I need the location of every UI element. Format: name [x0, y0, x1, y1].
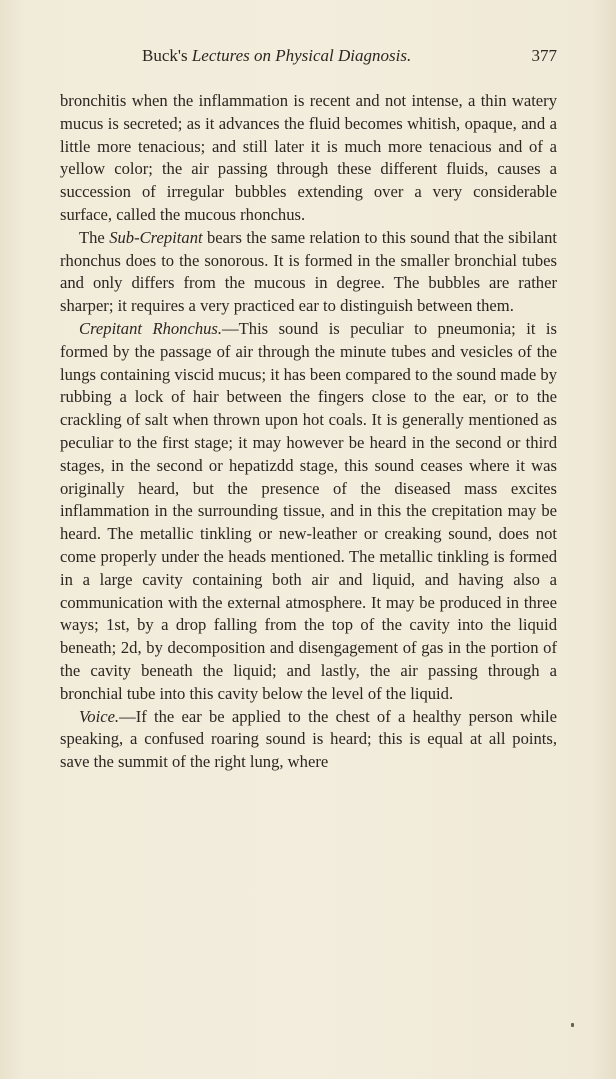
term-sub-crepitant: Sub-Crepitant [109, 227, 203, 247]
running-title [142, 46, 411, 66]
body-text [60, 90, 557, 774]
running-title-italic: Lectures on Physical Diagnosis. [191, 46, 412, 65]
paragraph-text: bears the same relation to this sound that the sibilant rhonchus does to the sonorous. It is formed in the smaller bronchial tubes and only differs from the mucous in degree. The bubbles are rather sharper; it requires a very practiced ear to distinguish between them. [60, 227, 557, 316]
term-voice: Voice. [79, 706, 120, 726]
paper-speck [571, 1023, 574, 1027]
paragraph-lead: The [79, 227, 110, 247]
paragraph-voice [60, 706, 557, 774]
running-header [60, 46, 557, 72]
term-crepitant-rhonchus: Crepitant Rhonchus. [79, 318, 223, 338]
paragraph-sub-crepitant [60, 227, 557, 318]
paragraph-text: —If the ear be applied to the chest of a healthy person while speaking, a confused roaring sound is heard; this is equal at all points, save the summit of the right lung, where [60, 706, 557, 772]
paragraph-crepitant-rhonchus [60, 318, 557, 706]
paragraph-text: —This sound is peculiar to pneumonia; it is formed by the passage of air through the minute tubes and vesicles of the lungs containing viscid mucus; it has been compared to the sound made by rubbing a lock of hair between the fingers close to the ear, or to the crackling of salt when thrown upon hot coals. It is generally mentioned as peculiar to the first stage; it may however be heard in the second or third stages, in the second or hepatizdd stage, this sound ceases where it was originally heard, but the presence of the diseased mass excites inflammation in the surrounding tissue, and in this the crepitation may be heard. The metallic tinkling or new-leather or creaking sound, does not come properly under the heads mentioned. The metallic tinkling is formed in a large cavity containing both air and liquid, and having also a communication with the external atmosphere. It may be produced in three ways; 1st, by a drop falling from the top of the cavity into the liquid beneath; 2d, by decomposition and disengagement of gas in the portion of the cavity beneath the liquid; and lastly, the air passing through a bronchial tube into this cavity below the level of the liquid. [60, 318, 557, 703]
running-title-prefix: Buck's [142, 46, 192, 65]
paragraph-continuation: bronchitis when the inflammation is recent and not intense, a thin watery mucus is secreted; as it advances the fluid becomes whitish, opaque, and a little more tenacious; and still later it is much more tenacious and of a yellow color; the air passing through these different fluids, causes a succession of irregular bubbles extending over a very considerable surface, called the mucous rhonchus. [60, 91, 557, 224]
page-number: 377 [531, 46, 557, 65]
